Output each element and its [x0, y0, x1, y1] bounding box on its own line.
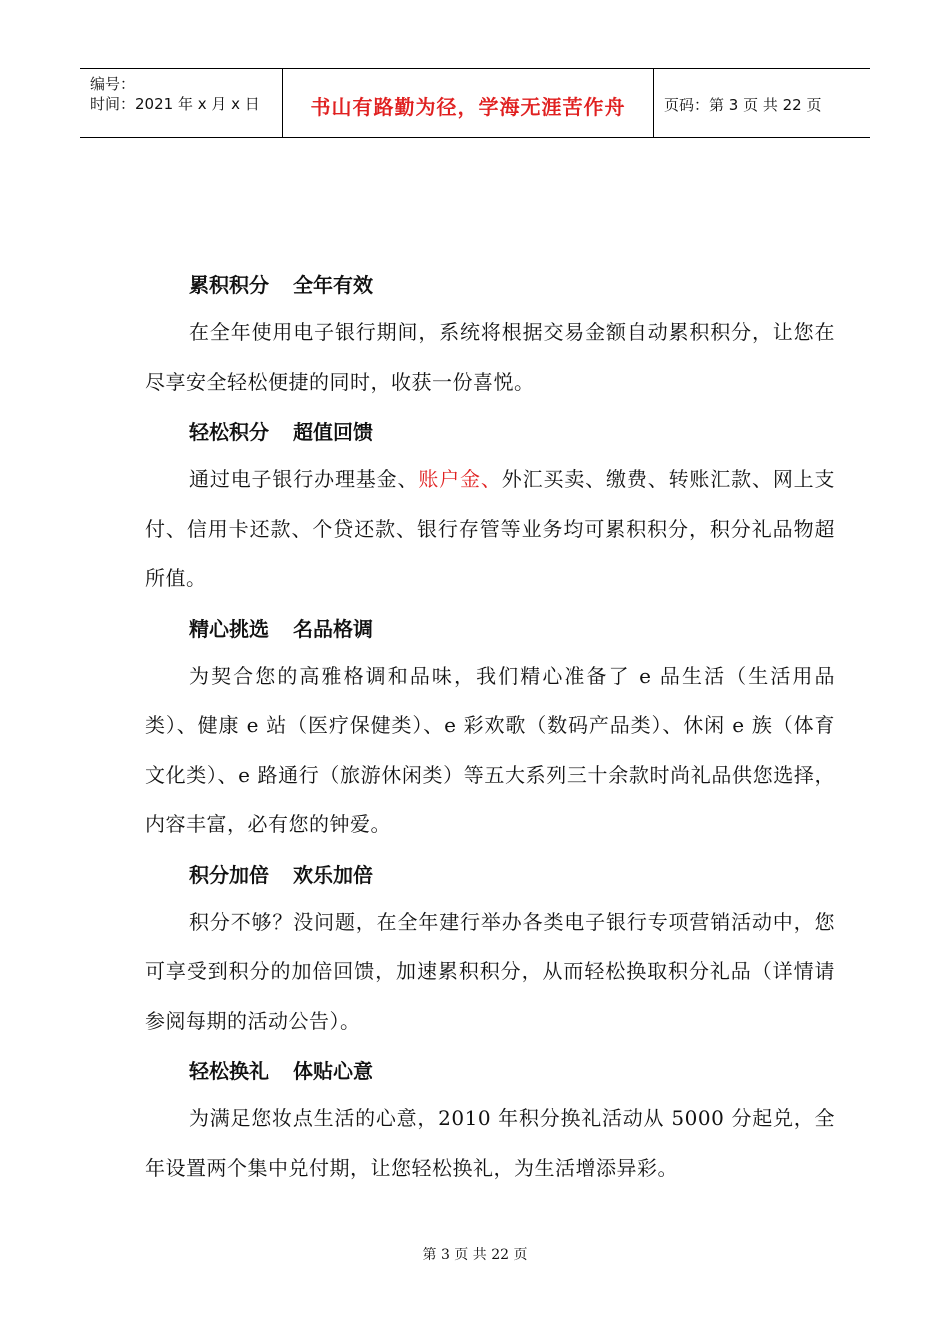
section-heading: [145, 852, 835, 898]
header-page-cell: [654, 69, 870, 137]
document-number-label: 编号：: [90, 75, 136, 93]
document-header: [80, 68, 870, 138]
header-page-info: 页码：第 3 页 共 22 页: [664, 96, 822, 114]
section-paragraph: [145, 455, 835, 604]
section-heading-sub: 名品格调: [293, 616, 373, 641]
section-paragraph: 为契合您的高雅格调和品味，我们精心准备了 e 品生活（生活用品类）、健康 e 站（医疗保健类）、e 彩欢歌（数码产品类）、休闲 e 族（体育文化类）、e 路通行（旅游休闲类）等五大系列三十余款时尚礼品供您选择，内容丰富，必有您的钟爱。: [145, 663, 835, 836]
section-heading-main: 累积积分: [189, 273, 269, 297]
section-heading: [145, 1048, 835, 1094]
section-heading: [145, 606, 835, 652]
paragraph-text: 外汇买卖、缴费、转账汇款、网上支付、信用卡还款、个贷还款、银行存管等业务均可累积积分，积分礼品物超所值。: [145, 467, 836, 590]
section-heading-sub: 欢乐加倍: [293, 862, 373, 887]
header-motto: 书山有路勤为径，学海无涯苦作舟: [310, 95, 626, 119]
section-heading-sub: 超值回馈: [293, 420, 373, 444]
paragraph-text: 通过电子银行办理基金、: [189, 467, 419, 491]
section-heading-sub: 体贴心意: [293, 1059, 373, 1083]
section-heading-main: 积分加倍: [189, 862, 269, 887]
section-heading: [145, 409, 835, 455]
section-paragraph: 积分不够？没问题，在全年建行举办各类电子银行专项营销活动中，您可享受到积分的加倍回馈，加速累积积分，从而轻松换取积分礼品（详情请参阅每期的活动公告）。: [145, 909, 835, 1033]
section-heading-sub: 全年有效: [293, 273, 373, 297]
header-motto-cell: [283, 69, 654, 137]
document-date-label: 时间：2021 年 x 月 x 日: [90, 95, 260, 113]
document-body: [145, 262, 835, 1195]
section-heading-main: 轻松换礼: [189, 1059, 269, 1083]
header-meta-cell: [80, 69, 283, 137]
section-heading: [145, 262, 835, 308]
section-heading-main: 精心挑选: [189, 616, 269, 641]
section-heading-main: 轻松积分: [189, 420, 269, 444]
page-footer: 第 3 页 共 22 页: [422, 1247, 528, 1263]
section-paragraph: 在全年使用电子银行期间，系统将根据交易金额自动累积积分，让您在尽享安全轻松便捷的同时，收获一份喜悦。: [145, 320, 835, 394]
section-paragraph: 为满足您妆点生活的心意，2010 年积分换礼活动从 5000 分起兑，全年设置两个集中兑付期，让您轻松换礼，为生活增添异彩。: [145, 1106, 835, 1180]
highlighted-text: 账户金、: [418, 467, 502, 491]
